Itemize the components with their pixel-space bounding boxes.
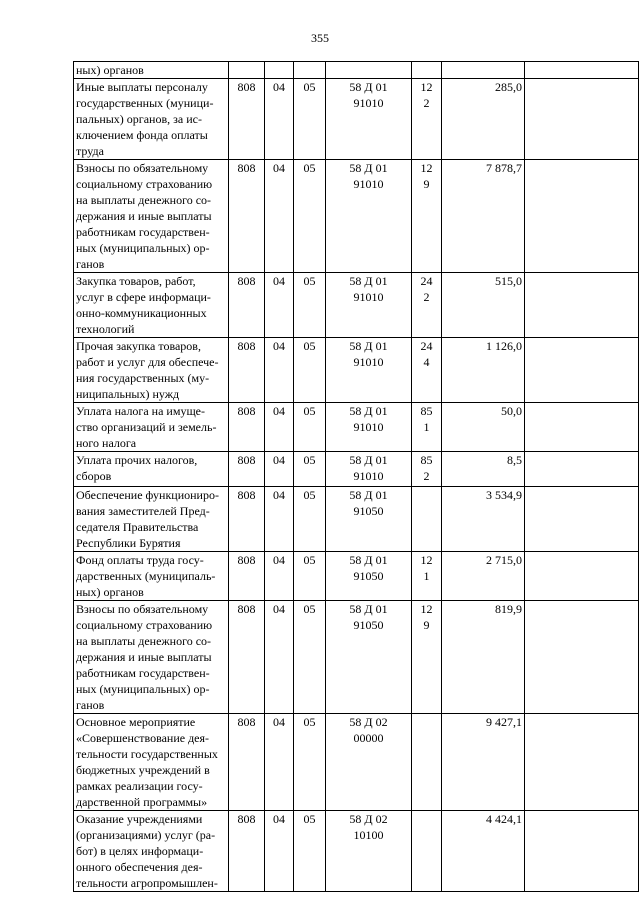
expense-type-cell-line: 1: [423, 420, 430, 434]
item-name-cell-line: онно-коммуникационных: [76, 306, 207, 320]
item-name-cell-line: ниципальных) нужд: [76, 387, 180, 401]
item-name-cell: [74, 601, 229, 714]
extra-amount-cell: [525, 452, 639, 487]
table-row: [74, 601, 639, 714]
target-article-cell-line: 58 Д 01: [349, 161, 388, 175]
extra-amount-cell: [525, 811, 639, 892]
subsection-code-cell: 05: [294, 338, 326, 403]
item-name-cell-line: работникам государствен-: [76, 666, 210, 680]
subsection-code-cell: 05: [294, 714, 326, 811]
extra-amount-cell: [525, 160, 639, 273]
section-code-cell: 04: [265, 79, 294, 160]
expense-type-cell: [412, 160, 442, 273]
item-name-cell-line: Обеспечение функциониро-: [76, 488, 219, 502]
table-row: [74, 714, 639, 811]
target-article-cell-line: 58 Д 01: [349, 602, 388, 616]
expense-type-cell: [412, 62, 442, 79]
item-name-cell: [74, 62, 229, 79]
table-row: [74, 160, 639, 273]
item-name-cell-line: на выплаты денежного со-: [76, 193, 212, 207]
target-article-cell-line: 91010: [353, 177, 384, 191]
table-row: [74, 487, 639, 552]
expense-type-cell-line: 24: [420, 274, 433, 288]
amount-cell: 9 427,1: [442, 714, 525, 811]
target-article-cell-line: 58 Д 02: [349, 715, 388, 729]
subsection-code-cell: 05: [294, 601, 326, 714]
section-code-cell: 04: [265, 811, 294, 892]
item-name-cell-line: ных (муниципальных) ор-: [76, 241, 210, 255]
subsection-code-cell: 05: [294, 403, 326, 452]
target-article-cell: [326, 601, 412, 714]
item-name-cell-line: ганов: [76, 698, 105, 712]
expense-type-cell: [412, 811, 442, 892]
item-name-cell: [74, 403, 229, 452]
section-code-cell: [265, 62, 294, 79]
target-article-cell-line: 58 Д 02: [349, 812, 388, 826]
amount-cell: [442, 62, 525, 79]
table-row: [74, 62, 639, 79]
item-name-cell: [74, 338, 229, 403]
expense-type-cell: [412, 714, 442, 811]
page-number: 355: [311, 31, 329, 45]
item-name-cell-line: Уплата прочих налогов,: [76, 453, 198, 467]
section-code-cell: 04: [265, 273, 294, 338]
amount-cell: 50,0: [442, 403, 525, 452]
target-article-cell-line: 58 Д 01: [349, 488, 388, 502]
amount-cell: 3 534,9: [442, 487, 525, 552]
target-article-cell-line: 58 Д 01: [349, 404, 388, 418]
extra-amount-cell: [525, 338, 639, 403]
expense-type-cell-line: 85: [420, 404, 433, 418]
item-name-cell-line: онного обеспечения дея-: [76, 860, 203, 874]
amount-cell: 819,9: [442, 601, 525, 714]
section-code-cell: 04: [265, 552, 294, 601]
item-name-cell-line: бот) в целях информаци-: [76, 844, 204, 858]
item-name-cell: [74, 273, 229, 338]
target-article-cell-line: 91050: [353, 504, 384, 518]
subsection-code-cell: 05: [294, 811, 326, 892]
item-name-cell-line: государственных (муници-: [76, 96, 214, 110]
target-article-cell-line: 91010: [353, 355, 384, 369]
item-name-cell-line: труда: [76, 144, 104, 158]
subsection-code-cell: 05: [294, 452, 326, 487]
item-name-cell: [74, 714, 229, 811]
item-name-cell-line: Закупка товаров, работ,: [76, 274, 196, 288]
item-name-cell-line: (организациями) услуг (ра-: [76, 828, 216, 842]
expense-type-cell-line: 9: [423, 618, 430, 632]
item-name-cell-line: Уплата налога на имуще-: [76, 404, 205, 418]
target-article-cell-line: 58 Д 01: [349, 553, 388, 567]
ministry-code-cell: 808: [229, 552, 265, 601]
amount-cell: 2 715,0: [442, 552, 525, 601]
table-row: [74, 452, 639, 487]
item-name-cell-line: социальному страхованию: [76, 177, 213, 191]
item-name-cell-line: пальных) органов, за ис-: [76, 112, 202, 126]
item-name-cell-line: тельности государственных: [76, 747, 218, 761]
target-article-cell: [326, 552, 412, 601]
amount-cell: 7 878,7: [442, 160, 525, 273]
ministry-code-cell: 808: [229, 338, 265, 403]
ministry-code-cell: 808: [229, 811, 265, 892]
expense-type-cell: [412, 452, 442, 487]
item-name-cell-line: Взносы по обязательному: [76, 161, 209, 175]
item-name-cell-line: Иные выплаты персоналу: [76, 80, 208, 94]
target-article-cell-line: 91050: [353, 618, 384, 632]
expense-type-cell: [412, 487, 442, 552]
expense-type-cell-line: 12: [420, 553, 433, 567]
expense-type-cell: [412, 601, 442, 714]
item-name-cell-line: социальному страхованию: [76, 618, 213, 632]
extra-amount-cell: [525, 403, 639, 452]
extra-amount-cell: [525, 552, 639, 601]
expense-type-cell-line: 2: [423, 469, 430, 483]
subsection-code-cell: 05: [294, 487, 326, 552]
item-name-cell: [74, 160, 229, 273]
expense-type-cell-line: 24: [420, 339, 433, 353]
subsection-code-cell: 05: [294, 273, 326, 338]
section-code-cell: 04: [265, 403, 294, 452]
target-article-cell: [326, 811, 412, 892]
section-code-cell: 04: [265, 452, 294, 487]
item-name-cell-line: ных (муниципальных) ор-: [76, 682, 210, 696]
item-name-cell-line: рамках реализации госу-: [76, 779, 203, 793]
expense-type-cell-line: 85: [420, 453, 433, 467]
item-name-cell-line: ния государственных (му-: [76, 371, 210, 385]
target-article-cell-line: 58 Д 01: [349, 453, 388, 467]
ministry-code-cell: [229, 62, 265, 79]
item-name-cell-line: дарственной программы»: [76, 795, 208, 809]
item-name-cell-line: ных) органов: [76, 585, 144, 599]
extra-amount-cell: [525, 79, 639, 160]
item-name-cell: [74, 79, 229, 160]
item-name-cell-line: ство организаций и земель-: [76, 420, 217, 434]
subsection-code-cell: [294, 62, 326, 79]
ministry-code-cell: 808: [229, 403, 265, 452]
target-article-cell-line: 91010: [353, 96, 384, 110]
item-name-cell-line: Республики Бурятия: [76, 536, 181, 550]
expense-type-cell: [412, 338, 442, 403]
expense-type-cell: [412, 273, 442, 338]
expense-type-cell-line: 1: [423, 569, 430, 583]
item-name-cell-line: услуг в сфере информаци-: [76, 290, 211, 304]
extra-amount-cell: [525, 273, 639, 338]
section-code-cell: 04: [265, 714, 294, 811]
target-article-cell-line: 00000: [353, 731, 384, 745]
budget-table: [73, 61, 639, 892]
target-article-cell-line: 91010: [353, 290, 384, 304]
amount-cell: 4 424,1: [442, 811, 525, 892]
ministry-code-cell: 808: [229, 601, 265, 714]
ministry-code-cell: 808: [229, 487, 265, 552]
expense-type-cell-line: 12: [420, 602, 433, 616]
extra-amount-cell: [525, 714, 639, 811]
target-article-cell-line: 91010: [353, 469, 384, 483]
budget-table-body: [74, 62, 639, 892]
target-article-cell: [326, 62, 412, 79]
table-row: [74, 811, 639, 892]
expense-type-cell-line: 2: [423, 290, 430, 304]
expense-type-cell: [412, 552, 442, 601]
item-name-cell-line: Основное мероприятие: [76, 715, 196, 729]
item-name-cell-line: ключением фонда оплаты: [76, 128, 208, 142]
item-name-cell-line: Прочая закупка товаров,: [76, 339, 201, 353]
item-name-cell-line: тельности агропромышлен-: [76, 876, 218, 890]
item-name-cell-line: седателя Правительства: [76, 520, 199, 534]
extra-amount-cell: [525, 487, 639, 552]
target-article-cell: [326, 160, 412, 273]
expense-type-cell-line: 9: [423, 177, 430, 191]
table-row: [74, 403, 639, 452]
table-row: [74, 79, 639, 160]
target-article-cell-line: 58 Д 01: [349, 274, 388, 288]
ministry-code-cell: 808: [229, 79, 265, 160]
target-article-cell: [326, 273, 412, 338]
item-name-cell: [74, 487, 229, 552]
item-name-cell-line: технологий: [76, 322, 135, 336]
expense-type-cell-line: 12: [420, 80, 433, 94]
item-name-cell-line: работ и услуг для обеспече-: [76, 355, 219, 369]
ministry-code-cell: 808: [229, 714, 265, 811]
ministry-code-cell: 808: [229, 160, 265, 273]
item-name-cell-line: Оказание учреждениями: [76, 812, 203, 826]
section-code-cell: 04: [265, 160, 294, 273]
expense-type-cell-line: 2: [423, 96, 430, 110]
item-name-cell-line: ных) органов: [76, 63, 144, 77]
target-article-cell-line: 10100: [353, 828, 384, 842]
target-article-cell: [326, 403, 412, 452]
expense-type-cell: [412, 79, 442, 160]
section-code-cell: 04: [265, 338, 294, 403]
item-name-cell-line: бюджетных учреждений в: [76, 763, 210, 777]
amount-cell: 1 126,0: [442, 338, 525, 403]
section-code-cell: 04: [265, 487, 294, 552]
item-name-cell-line: «Совершенствование дея-: [76, 731, 210, 745]
item-name-cell-line: дарственных (муниципаль-: [76, 569, 216, 583]
item-name-cell-line: ганов: [76, 257, 105, 271]
item-name-cell-line: вания заместителей Пред-: [76, 504, 210, 518]
table-row: [74, 552, 639, 601]
item-name-cell: [74, 552, 229, 601]
item-name-cell-line: держания и иные выплаты: [76, 650, 212, 664]
item-name-cell-line: на выплаты денежного со-: [76, 634, 212, 648]
table-row: [74, 338, 639, 403]
extra-amount-cell: [525, 601, 639, 714]
table-row: [74, 273, 639, 338]
target-article-cell-line: 91010: [353, 420, 384, 434]
subsection-code-cell: 05: [294, 160, 326, 273]
ministry-code-cell: 808: [229, 273, 265, 338]
subsection-code-cell: 05: [294, 79, 326, 160]
target-article-cell-line: 91050: [353, 569, 384, 583]
item-name-cell-line: ного налога: [76, 436, 137, 450]
item-name-cell-line: Фонд оплаты труда госу-: [76, 553, 204, 567]
expense-type-cell-line: 12: [420, 161, 433, 175]
section-code-cell: 04: [265, 601, 294, 714]
target-article-cell: [326, 79, 412, 160]
expense-type-cell: [412, 403, 442, 452]
target-article-cell-line: 58 Д 01: [349, 80, 388, 94]
subsection-code-cell: 05: [294, 552, 326, 601]
amount-cell: 285,0: [442, 79, 525, 160]
target-article-cell-line: 58 Д 01: [349, 339, 388, 353]
item-name-cell-line: работникам государствен-: [76, 225, 210, 239]
target-article-cell: [326, 487, 412, 552]
item-name-cell-line: держания и иные выплаты: [76, 209, 212, 223]
expense-type-cell-line: 4: [423, 355, 430, 369]
item-name-cell-line: Взносы по обязательному: [76, 602, 209, 616]
target-article-cell: [326, 714, 412, 811]
item-name-cell: [74, 811, 229, 892]
target-article-cell: [326, 338, 412, 403]
amount-cell: 8,5: [442, 452, 525, 487]
item-name-cell-line: сборов: [76, 469, 112, 483]
amount-cell: 515,0: [442, 273, 525, 338]
target-article-cell: [326, 452, 412, 487]
ministry-code-cell: 808: [229, 452, 265, 487]
extra-amount-cell: [525, 62, 639, 79]
item-name-cell: [74, 452, 229, 487]
